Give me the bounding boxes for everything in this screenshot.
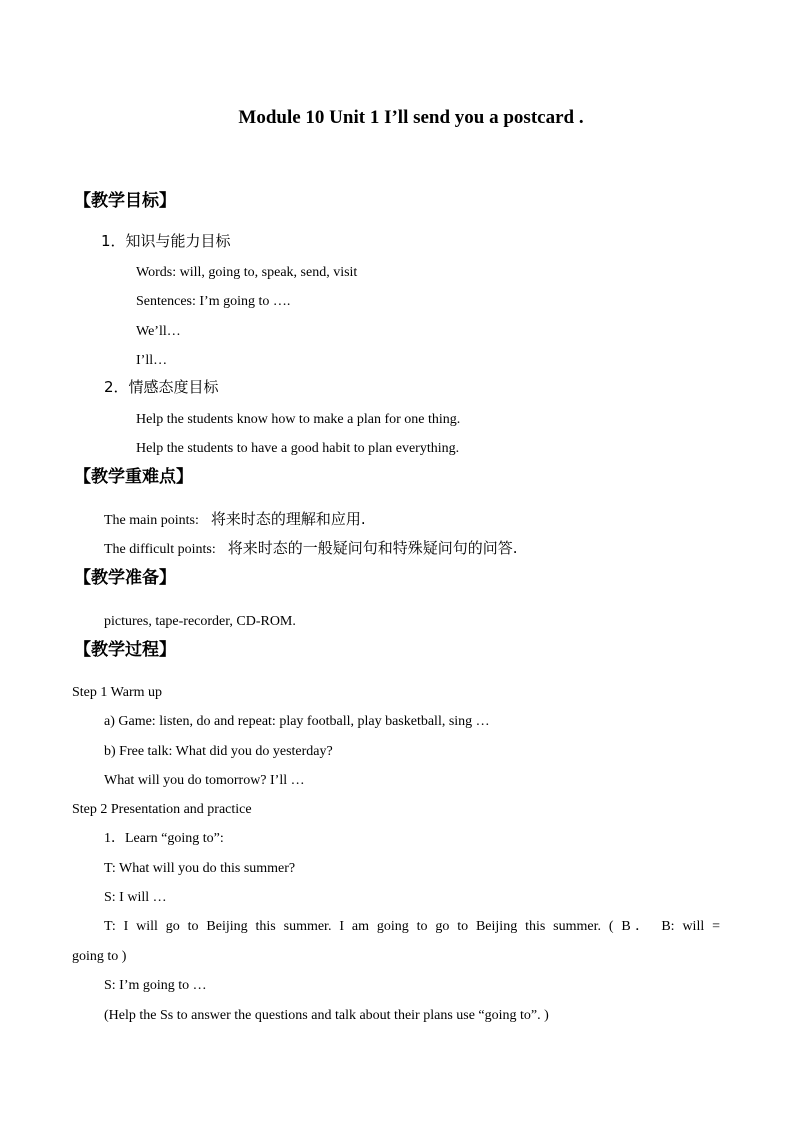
objective-item-affect: 2．情感态度目标 <box>104 378 219 396</box>
step-1-item-a: a) Game: listen, do and repeat: play football, play basketball, sing … <box>104 714 490 729</box>
document-title: Module 10 Unit 1 I’ll send you a postcard . <box>238 107 584 128</box>
section-heading-process: 【教学过程】 <box>74 640 176 660</box>
dialogue-teacher-2-line-2: going to ) <box>72 949 127 964</box>
section-heading-preparation: 【教学准备】 <box>74 568 176 588</box>
step-1-item-b: b) Free talk: What did you do yesterday? <box>104 744 333 759</box>
section-heading-key-points: 【教学重难点】 <box>74 467 193 487</box>
objective-item-knowledge: 1．知识与能力目标 <box>101 232 231 250</box>
objective-affect-1: Help the students know how to make a plan for one thing. <box>136 412 461 427</box>
key-point-main-text: 将来时态的理解和应用. <box>210 510 366 528</box>
objective-well: We’ll… <box>136 324 181 339</box>
section-heading-objectives: 【教学目标】 <box>74 191 176 211</box>
key-point-difficult <box>104 541 518 557</box>
dialogue-teacher-2-line-1: T: I will go to Beijing this summer. I am going to go to Beijing this summer. ( B． B: will = <box>104 919 720 934</box>
objective-ill: I’ll… <box>136 353 168 368</box>
step-2-item-1: 1．Learn “going to”: <box>104 831 224 846</box>
key-point-difficult-label: The difficult points: <box>104 542 216 557</box>
key-point-main-label: The main points: <box>104 513 199 528</box>
objective-affect-2: Help the students to have a good habit to plan everything. <box>136 441 460 456</box>
dialogue-student-1: S: I will … <box>104 890 167 905</box>
dialogue-teacher-1: T: What will you do this summer? <box>104 861 296 876</box>
step-1-title: Step 1 Warm up <box>72 685 162 700</box>
step-1-item-c: What will you do tomorrow? I’ll … <box>104 773 305 788</box>
objective-words: Words: will, going to, speak, send, visit <box>136 265 358 280</box>
dialogue-student-2: S: I’m going to … <box>104 978 207 993</box>
process-help-note: (Help the Ss to answer the questions and talk about their plans use “going to”. ) <box>104 1008 549 1023</box>
key-point-main <box>104 512 366 528</box>
objective-sentences: Sentences: I’m going to …. <box>136 294 291 309</box>
key-point-difficult-text: 将来时态的一般疑问句和特殊疑问句的问答. <box>227 539 518 557</box>
preparation-items: pictures, tape-recorder, CD-ROM. <box>104 614 296 629</box>
step-2-title: Step 2 Presentation and practice <box>72 802 252 817</box>
